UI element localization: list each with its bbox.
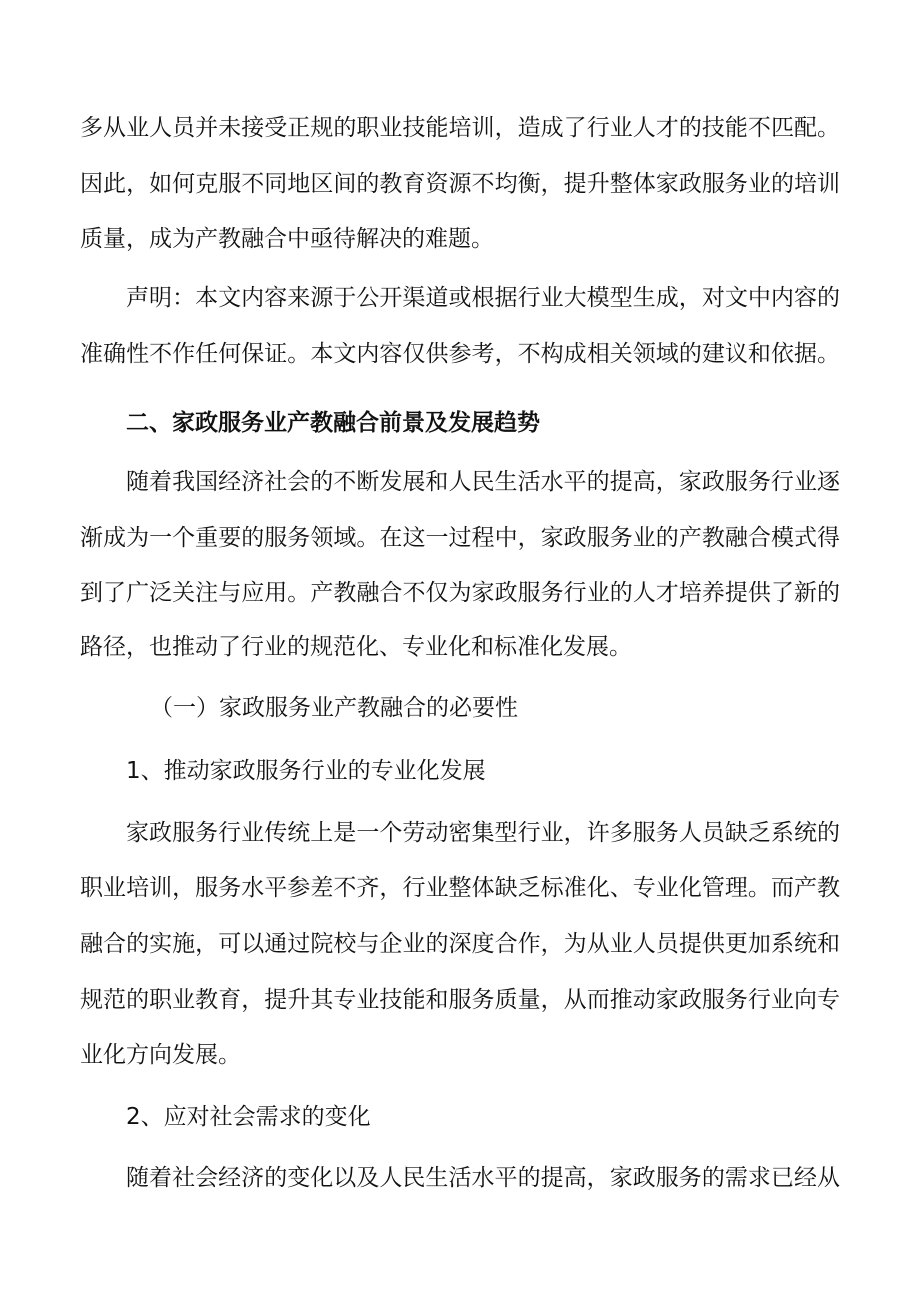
paragraph-line: 业化方向发展。 [80, 1042, 241, 1068]
subsection-heading: （一）家政服务业产教融合的必要性 [150, 695, 518, 721]
paragraph-line: 随着社会经济的变化以及人民生活水平的提高，家政服务的需求已经从 [126, 1165, 840, 1191]
paragraph-line: 声明：本文内容来源于公开渠道或根据行业大模型生成，对文中内容的 [126, 285, 840, 311]
paragraph-line: 规范的职业教育，提升其专业技能和服务质量，从而推动家政服务行业向专 [80, 987, 840, 1013]
paragraph-line: 准确性不作任何保证。本文内容仅供参考，不构成相关领域的建议和依据。 [80, 341, 840, 367]
item-heading: 2、应对社会需求的变化 [126, 1104, 371, 1130]
paragraph-line: 路径，也推动了行业的规范化、专业化和标准化发展。 [80, 634, 632, 660]
paragraph-line: 质量，成为产教融合中亟待解决的难题。 [80, 226, 494, 252]
paragraph-line: 融合的实施，可以通过院校与企业的深度合作，为从业人员提供更加系统和 [80, 931, 840, 957]
section-heading: 二、家政服务业产教融合前景及发展趋势 [126, 410, 540, 436]
paragraph-line: 多从业人员并未接受正规的职业技能培训，造成了行业人才的技能不匹配。 [80, 115, 840, 141]
paragraph-line: 家政服务行业传统上是一个劳动密集型行业，许多服务人员缺乏系统的 [126, 820, 840, 846]
paragraph-line: 渐成为一个重要的服务领域。在这一过程中，家政服务业的产教融合模式得 [80, 525, 840, 551]
paragraph-line: 职业培训，服务水平参差不齐，行业整体缺乏标准化、专业化管理。而产教 [80, 875, 840, 901]
paragraph-line: 随着我国经济社会的不断发展和人民生活水平的提高，家政服务行业逐 [126, 469, 840, 495]
item-heading: 1、推动家政服务行业的专业化发展 [126, 758, 486, 784]
paragraph-line: 因此，如何克服不同地区间的教育资源不均衡，提升整体家政服务业的培训 [80, 171, 840, 197]
paragraph-line: 到了广泛关注与应用。产教融合不仅为家政服务行业的人才培养提供了新的 [80, 580, 840, 606]
